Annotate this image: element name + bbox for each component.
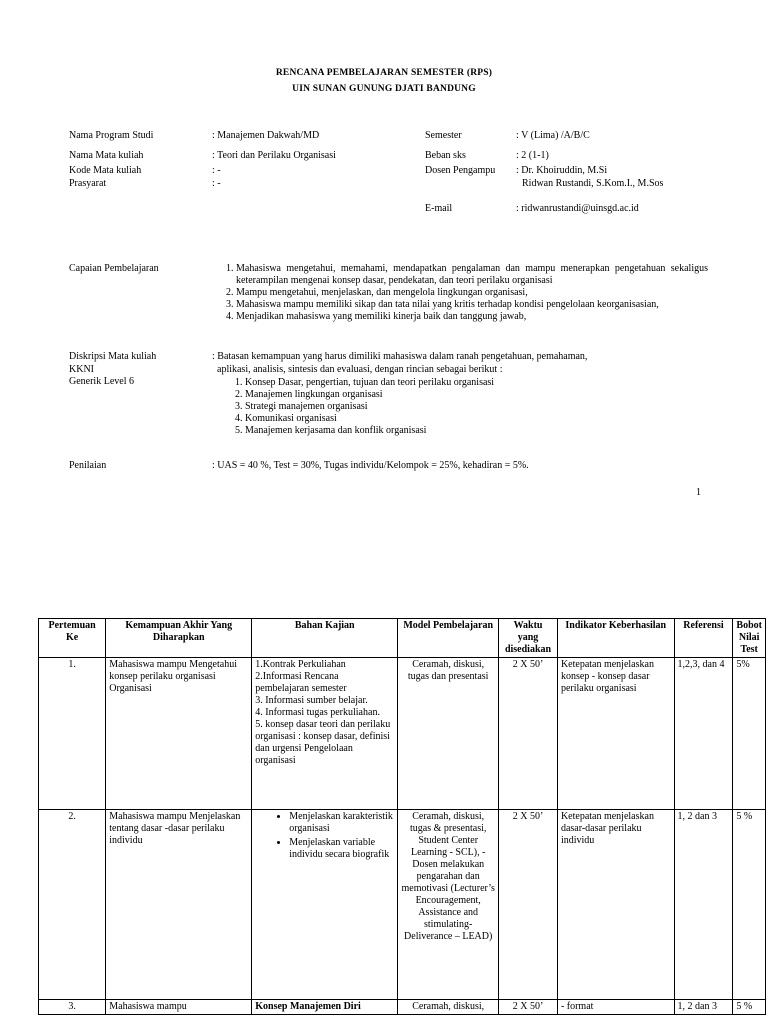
waktu-cell: 2 X 50’	[499, 658, 558, 810]
email-value: : ridwanrustandi@uinsgd.ac.id	[516, 203, 639, 214]
email-label: E-mail	[425, 203, 453, 214]
semester-label: Semester	[425, 130, 462, 141]
col-header-model: Model Pembelajaran	[398, 619, 499, 658]
deskripsi-label: Diskripsi Mata kuliah	[69, 351, 157, 362]
deskripsi-line-2: aplikasi, analisis, sintesis dan evaluasi, dengan rincian sebagai berikut :	[217, 364, 503, 375]
program-studi-value: : Manajemen Dakwah/MD	[212, 130, 320, 141]
bahan-line: 4. Informasi tugas perkuliahan.	[255, 707, 380, 718]
model-cell: Ceramah, diskusi,	[398, 1000, 499, 1015]
pertemuan-cell: 3.	[39, 1000, 106, 1015]
kkni-label: KKNI	[69, 364, 94, 375]
rps-table	[38, 618, 766, 1015]
beban-sks-value: : 2 (1-1)	[516, 150, 549, 161]
waktu-cell: 2 X 50’	[499, 1000, 558, 1015]
program-studi-label: Nama Program Studi	[69, 130, 154, 141]
col-header-kemampuan: Kemampuan Akhir Yang Diharapkan	[106, 619, 252, 658]
dosen-label: Dosen Pengampu	[425, 165, 496, 176]
bahan-bullet: • Menjelaskan karakteristik organisasi	[289, 811, 394, 835]
kode-value: : -	[212, 165, 221, 176]
referensi-cell: 1, 2 dan 3	[674, 1000, 733, 1015]
capaian-item: 4. Menjadikan mahasiswa yang memiliki kinerja baik dan tanggung jawab,	[236, 311, 708, 323]
bahan-line: 5. konsep dasar teori dan perilaku organisasi : konsep dasar, definisi dan urgensi Pengelolaan organisasi	[255, 719, 391, 766]
bahan-cell	[252, 810, 398, 1000]
indikator-cell: - format	[557, 1000, 674, 1015]
bahan-cell: Konsep Manajemen Diri	[252, 1000, 398, 1015]
bahan-bullet-list	[255, 811, 394, 861]
document-title: RENCANA PEMBELAJARAN SEMESTER (RPS)	[275, 68, 493, 78]
col-header-referensi: Referensi	[674, 619, 733, 658]
prasyarat-value: : -	[212, 178, 221, 189]
kemampuan-cell: Mahasiswa mampu	[106, 1000, 252, 1015]
model-cell: Ceramah, diskusi, tugas dan presentasi	[398, 658, 499, 810]
topic-item: 1. Konsep Dasar, pengertian, tujuan dan teori perilaku organisasi	[245, 377, 494, 389]
bobot-cell: 5%	[733, 658, 766, 810]
penilaian-value: : UAS = 40 %, Test = 30%, Tugas individu/Kelompok = 25%, kehadiran = 5%.	[212, 460, 529, 471]
bobot-cell: 5 %	[733, 1000, 766, 1015]
mata-kuliah-label: Nama Mata kuliah	[69, 150, 144, 161]
topic-item: 4. Komunikasi organisasi	[245, 413, 494, 425]
kemampuan-cell: Mahasiswa mampu Menjelaskan tentang dasar -dasar perilaku individu	[106, 810, 252, 1000]
capaian-list	[216, 263, 708, 323]
table-header-row	[39, 619, 766, 658]
dosen-value-2: Ridwan Rustandi, S.Kom.I., M.Sos	[522, 178, 664, 189]
beban-sks-label: Beban sks	[425, 150, 466, 161]
col-header-bahan: Bahan Kajian	[252, 619, 398, 658]
indikator-cell: Ketepatan menjelaskan dasar-dasar perilaku individu	[557, 810, 674, 1000]
bahan-line: 2.Informasi Rencana pembelajaran semester	[255, 671, 347, 694]
referensi-cell: 1,2,3, dan 4	[674, 658, 733, 810]
kemampuan-cell: Mahasiswa mampu Mengetahui konsep perilaku organisasi Organisasi	[106, 658, 252, 810]
deskripsi-line-1: : Batasan kemampuan yang harus dimiliki mahasiswa dalam ranah pengetahuan, pemahaman,	[212, 351, 588, 362]
table-row	[39, 810, 766, 1000]
dosen-value-1: : Dr. Khoiruddin, M.Si	[516, 165, 608, 176]
bahan-line: 3. Informasi sumber belajar.	[255, 695, 368, 706]
bobot-cell: 5 %	[733, 810, 766, 1000]
mata-kuliah-value: : Teori dan Perilaku Organisasi	[212, 150, 336, 161]
page-number: 1	[696, 487, 701, 498]
capaian-item: 2. Mampu mengetahui, menjelaskan, dan mengelola lingkungan organisasi,	[236, 287, 708, 299]
topic-item: 3. Strategi manajemen organisasi	[245, 401, 494, 413]
capaian-item: 1. Mahasiswa mengetahui, memahami, mendapatkan pengalaman dan mampu menerapkan pengetahuan sekaligus keterampilan mengenai konsep dasar, pendekatan, dan teori perilaku organisasi	[236, 263, 708, 287]
waktu-cell: 2 X 50’	[499, 810, 558, 1000]
table-row	[39, 1000, 766, 1015]
col-header-waktu: Waktu yang disediakan	[499, 619, 558, 658]
col-header-bobot: Bobot Nilai Test	[733, 619, 766, 658]
penilaian-label: Penilaian	[69, 460, 107, 471]
capaian-label: Capaian Pembelajaran	[69, 263, 159, 274]
semester-value: : V (Lima) /A/B/C	[516, 130, 590, 141]
capaian-item: 3. Mahasiswa mampu memiliki sikap dan tata nilai yang kritis terhadap kondisi pengelolaan keorganisasian,	[236, 299, 708, 311]
pertemuan-cell: 1.	[39, 658, 106, 810]
document-subtitle: UIN SUNAN GUNUNG DJATI BANDUNG	[292, 84, 476, 94]
generik-level-label: Generik Level 6	[69, 376, 134, 387]
topic-list	[229, 377, 494, 437]
table-row	[39, 658, 766, 810]
col-header-indikator: Indikator Keberhasilan	[557, 619, 674, 658]
topic-item: 5. Manajemen kerjasama dan konflik organisasi	[245, 425, 494, 437]
model-cell: Ceramah, diskusi, tugas & presentasi, Student Center Learning - SCL), -Dosen melakukan pengarahan dan memotivasi (Lecturer’s Encouragement, Assistance and stimulating-Deliverance – LEAD)	[398, 810, 499, 1000]
col-header-pertemuan: Pertemuan Ke	[39, 619, 106, 658]
topic-item: 2. Manajemen lingkungan organisasi	[245, 389, 494, 401]
referensi-cell: 1, 2 dan 3	[674, 810, 733, 1000]
kode-label: Kode Mata kuliah	[69, 165, 142, 176]
pertemuan-cell: 2.	[39, 810, 106, 1000]
indikator-cell: Ketepatan menjelaskan konsep - konsep dasar perilaku organisasi	[557, 658, 674, 810]
bahan-line: 1.Kontrak Perkuliahan	[255, 659, 346, 670]
bahan-bullet: • Menjelaskan variable individu secara biografik	[289, 837, 394, 861]
bahan-cell	[252, 658, 398, 810]
prasyarat-label: Prasyarat	[69, 178, 107, 189]
